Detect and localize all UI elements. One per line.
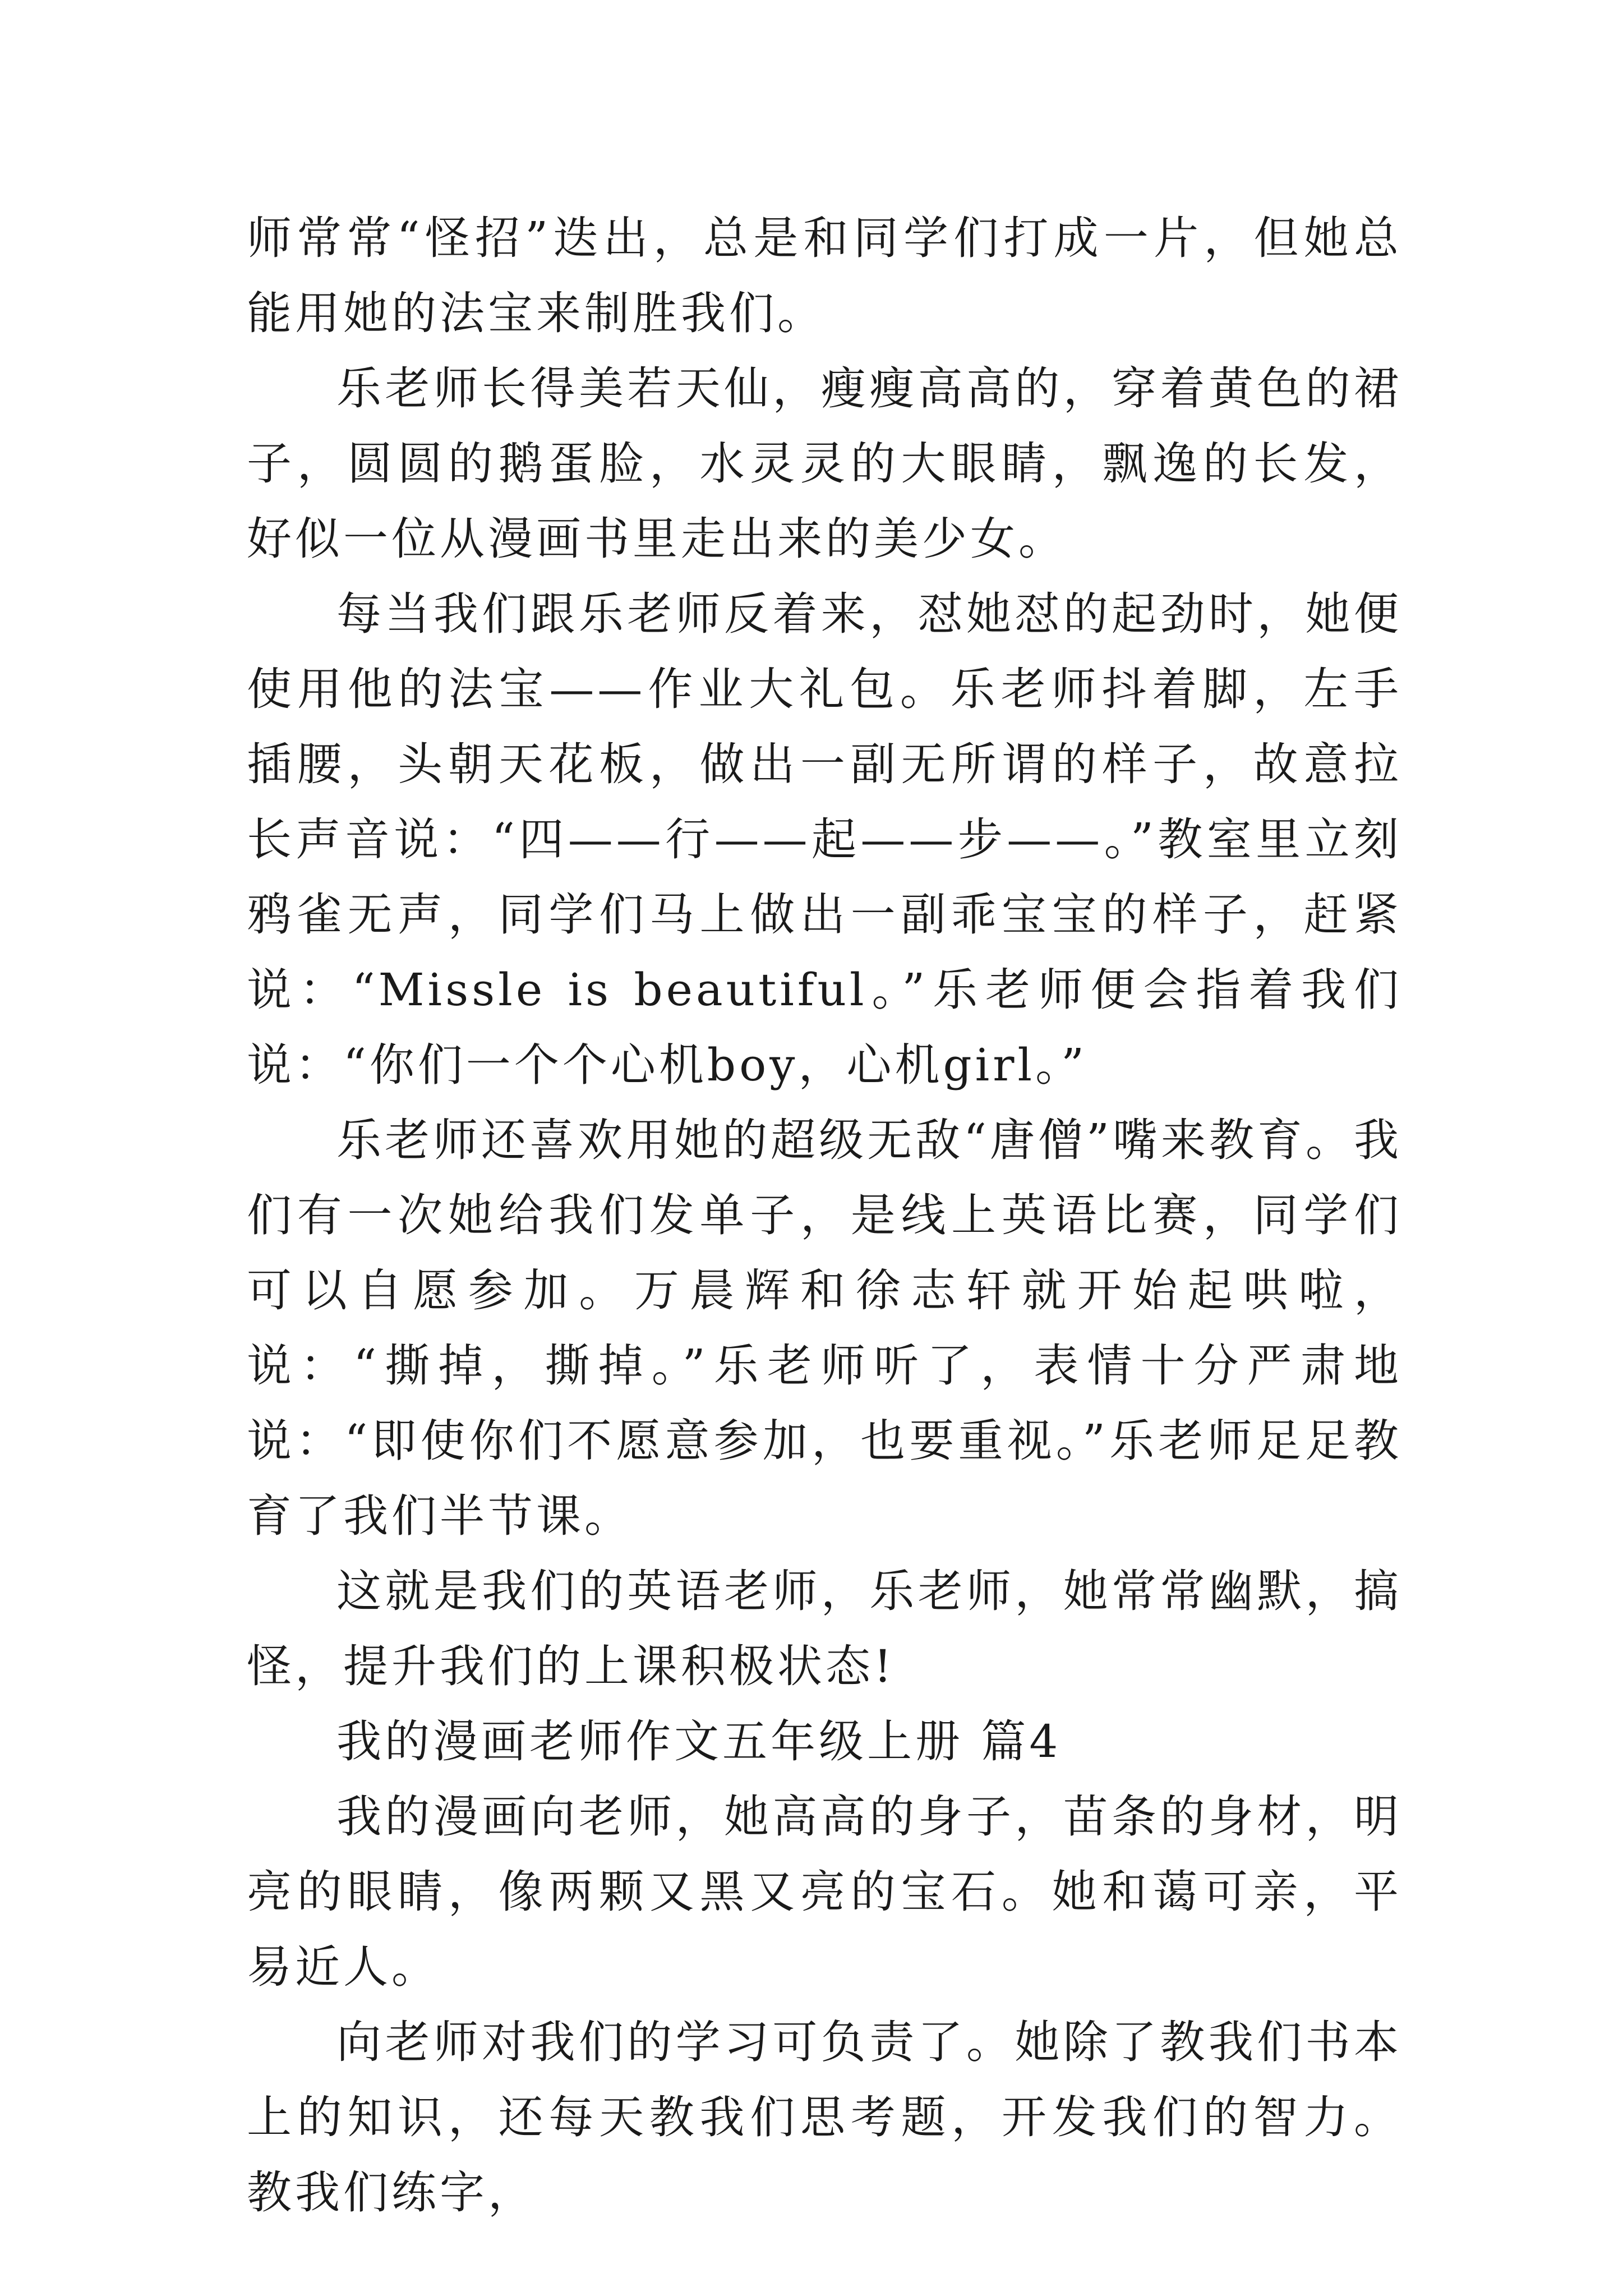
document-body	[247, 201, 1402, 2230]
paragraph-conclusion: 这就是我们的英语老师，乐老师，她常常幽默，搞怪，提升我们的上课积极状态!	[247, 1565, 1402, 1692]
paragraph-lecture: 乐老师还喜欢用她的超级无敌“唐僧”嘴来教育。我们有一次她给我们发单子，是线上英语比赛，同学们可以自愿参加。万晨辉和徐志轩就开始起哄啦，说：“撕掉，撕掉。”乐老师听了，表情十分严肃地说：“即使你们不愿意参加，也要重视。”乐老师足足教育了我们半节课。	[247, 1114, 1402, 1542]
section-heading: 我的漫画老师作文五年级上册 篇4	[336, 1715, 1062, 1768]
paragraph-continuation: 师常常“怪招”迭出，总是和同学们打成一片，但她总能用她的法宝来制胜我们。	[247, 212, 1402, 339]
paragraph-homework-gift: 每当我们跟乐老师反着来，怼她怼的起劲时，她便使用他的法宝——作业大礼包。乐老师抖着脚，左手插腰，头朝天花板，做出一副无所谓的样子，故意拉长声音说：“四——行——起——步——。”教室里立刻鸦雀无声，同学们马上做出一副乖宝宝的样子，赶紧说：“Missle is beautiful。”乐老师便会指着我们说：“你们一个个心机boy，心机girl。”	[247, 588, 1402, 1091]
paragraph-appearance: 乐老师长得美若天仙，瘦瘦高高的，穿着黄色的裙子，圆圆的鹅蛋脸，水灵灵的大眼睛，飘逸的长发，好似一位从漫画书里走出来的美少女。	[247, 362, 1402, 565]
paragraph-teacher-description: 我的漫画向老师，她高高的身子，苗条的身材，明亮的眼睛，像两颗又黑又亮的宝石。她和蔼可亲，平易近人。	[247, 1791, 1402, 1993]
paragraph-teacher-responsibility: 向老师对我们的学习可负责了。她除了教我们书本上的知识，还每天教我们思考题，开发我们的智力。教我们练字，	[247, 2016, 1402, 2219]
